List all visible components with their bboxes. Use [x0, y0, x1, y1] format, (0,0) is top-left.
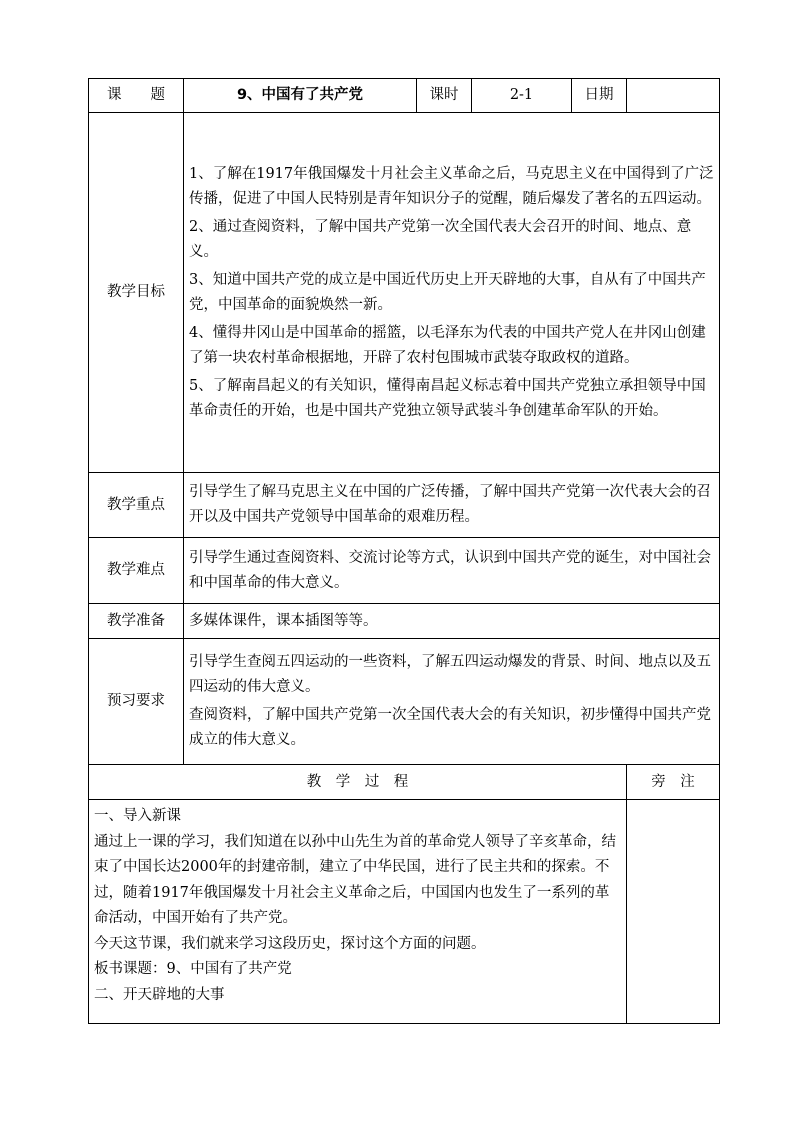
difficulties-row	[89, 538, 720, 604]
process-line: 通过上一课的学习，我们知道在以孙中山先生为首的革命党人领导了辛亥革命，结束了中国长达2000年的封建帝制，建立了中华民国，进行了民主共和的探索。不过，随着1917年俄国爆发十月社会主义革命之后，中国国内也发生了一系列的革命活动，中国开始有了共产党。	[94, 833, 616, 926]
objectives-content	[184, 113, 720, 473]
objective-item: 2、通过查阅资料，了解中国共产党第一次全国代表大会召开的时间、地点、意义。	[189, 218, 692, 260]
difficulties-content: 引导学生通过查阅资料、交流讨论等方式，认识到中国共产党的诞生，对中国社会和中国革命的伟大意义。	[184, 538, 720, 604]
lesson-title: 9、中国有了共产党	[184, 79, 417, 113]
process-row	[89, 800, 720, 1024]
preparation-label: 教学准备	[89, 604, 184, 639]
process-line: 今天这节课，我们就来学习这段历史，探讨这个方面的问题。	[94, 935, 486, 952]
process-content	[89, 800, 627, 1024]
preview-item: 查阅资料，了解中国共产党第一次全国代表大会的有关知识，初步懂得中国共产党成立的伟大意义。	[189, 707, 711, 748]
preview-content	[184, 639, 720, 765]
objectives-row	[89, 113, 720, 473]
header-row	[89, 79, 720, 113]
difficulties-label: 教学难点	[89, 538, 184, 604]
date-value	[627, 79, 720, 113]
hours-value: 2-1	[472, 79, 572, 113]
notes-header: 旁 注	[627, 765, 720, 800]
subject-label: 课 题	[89, 79, 184, 113]
preparation-row	[89, 604, 720, 639]
key-points-content: 引导学生了解马克思主义在中国的广泛传播，了解中国共产党第一次代表大会的召开以及中国共产党领导中国革命的艰难历程。	[184, 473, 720, 538]
process-line: 一、导入新课	[94, 808, 181, 824]
key-points-row	[89, 473, 720, 538]
key-points-label: 教学重点	[89, 473, 184, 538]
date-label: 日期	[572, 79, 627, 113]
notes-content	[627, 800, 720, 1024]
process-header: 教 学 过 程	[89, 765, 627, 800]
preview-row	[89, 639, 720, 765]
hours-label: 课时	[417, 79, 472, 113]
process-header-row	[89, 765, 720, 800]
preview-label: 预习要求	[89, 639, 184, 765]
preparation-content: 多媒体课件，课本插图等等。	[184, 604, 720, 639]
objective-item: 5、了解南昌起义的有关知识，懂得南昌起义标志着中国共产党独立承担领导中国革命责任的开始，也是中国共产党独立领导武装斗争创建革命军队的开始。	[189, 377, 706, 419]
preview-item: 引导学生查阅五四运动的一些资料，了解五四运动爆发的背景、时间、地点以及五四运动的伟大意义。	[189, 654, 711, 695]
lesson-plan-table	[88, 78, 720, 1024]
process-line: 二、开天辟地的大事	[94, 986, 225, 1003]
objectives-label: 教学目标	[89, 113, 184, 473]
objective-item: 1、了解在1917年俄国爆发十月社会主义革命之后，马克思主义在中国得到了广泛传播，促进了中国人民特别是青年知识分子的觉醒，随后爆发了著名的五四运动。	[189, 165, 714, 207]
objective-item: 4、懂得井冈山是中国革命的摇篮，以毛泽东为代表的中国共产党人在井冈山创建了第一块农村革命根据地，开辟了农村包围城市武装夺取政权的道路。	[189, 324, 706, 366]
process-line: 板书课题：9、中国有了共产党	[94, 961, 292, 977]
objective-item: 3、知道中国共产党的成立是中国近代历史上开天辟地的大事，自从有了中国共产党，中国革命的面貌焕然一新。	[189, 271, 706, 313]
